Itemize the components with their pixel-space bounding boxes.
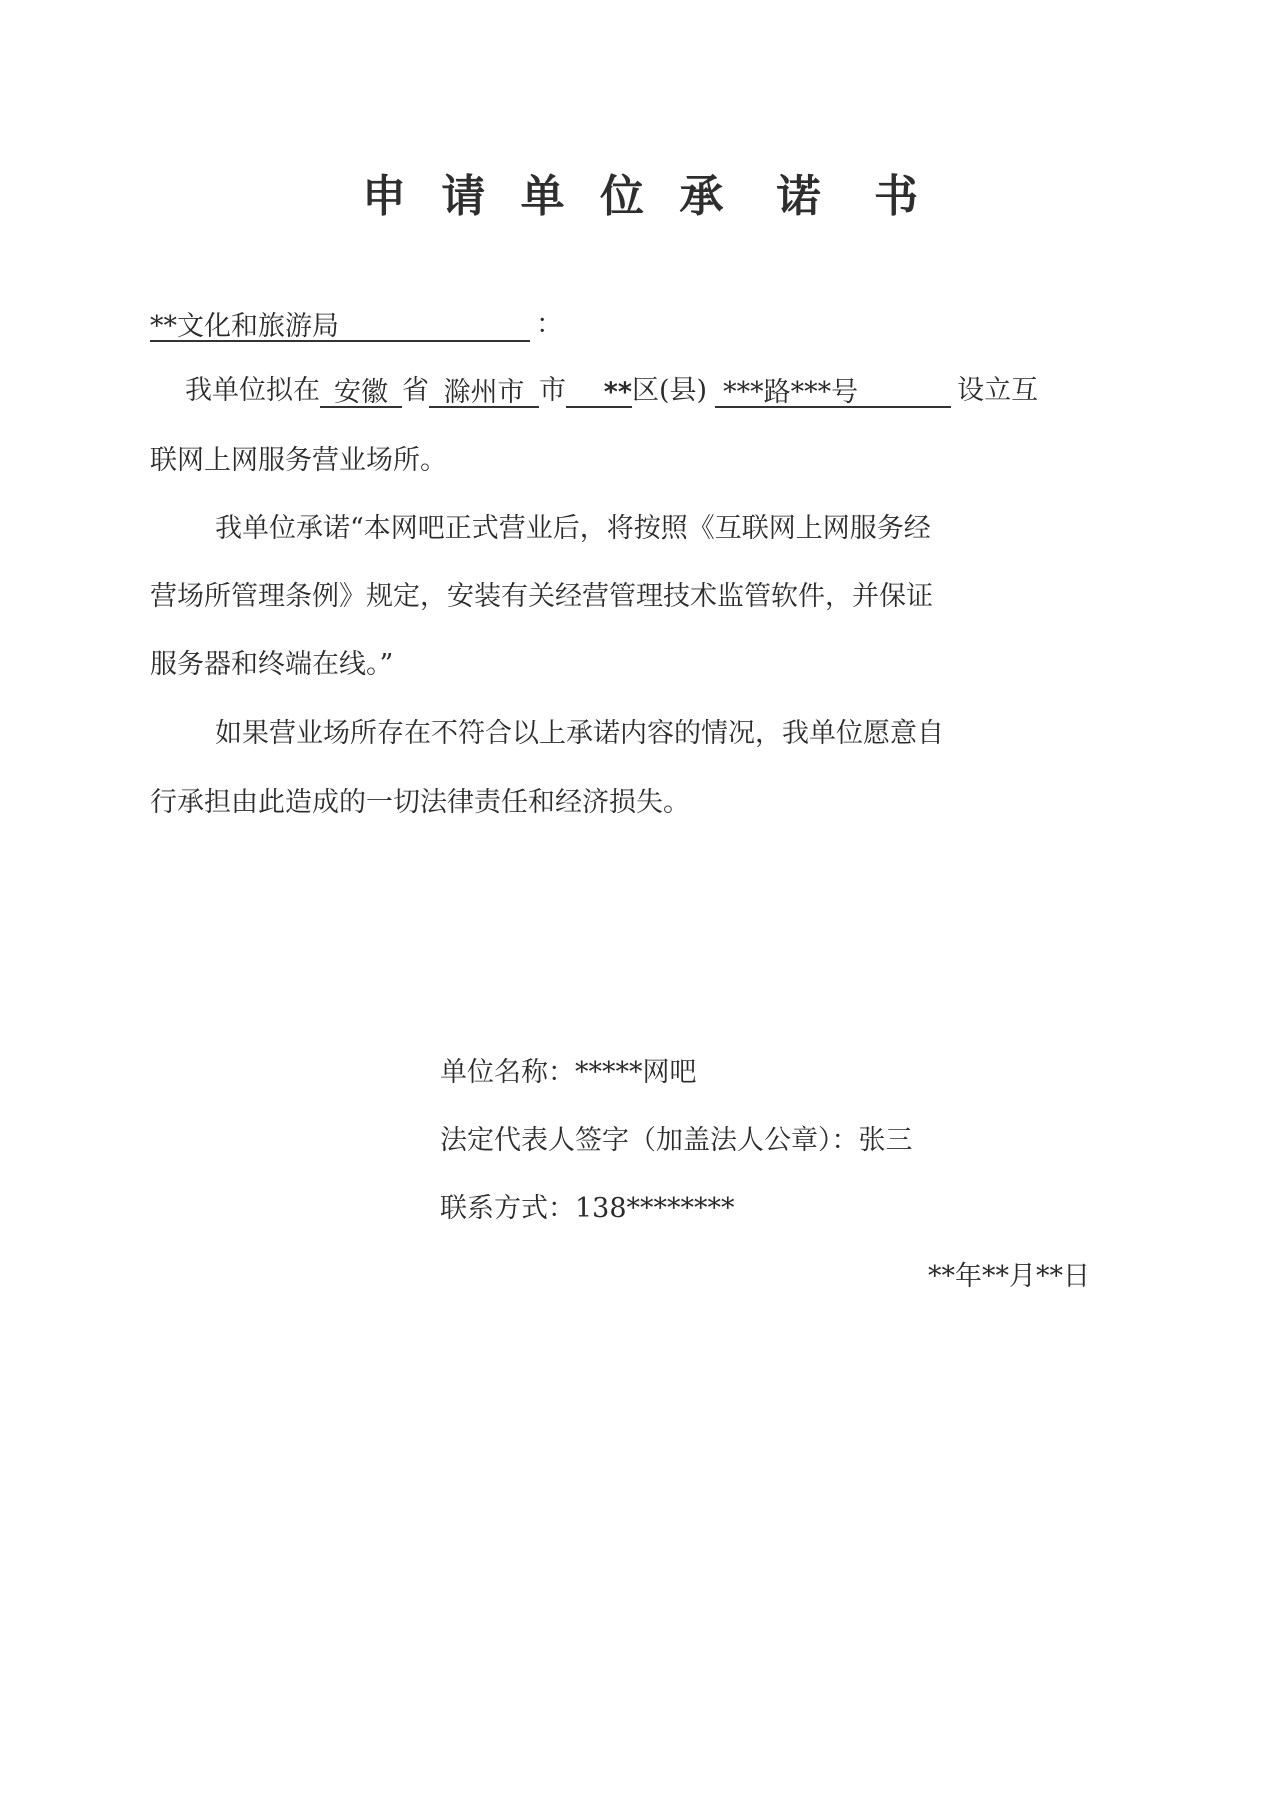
title-char: 位 [600,171,644,222]
title-char: 承 [679,171,724,222]
para1-prefix: 我单位拟在 [185,375,320,406]
paragraph-1-line-2: 联网上网服务营业场所。 [150,445,447,476]
addressee-name: **文化和旅游局 [150,311,339,342]
paragraph-2-line-3: 服务器和终端在线。” [150,649,394,680]
para1-suffix: 设立互 [957,375,1039,406]
street-field [715,376,951,408]
legal-rep-value: 张三 [858,1125,913,1156]
signing-date: **年**月**日 [928,1261,1090,1292]
district-suffix: 区(县) [632,375,708,406]
unit-name-value: *****网吧 [575,1057,697,1088]
paragraph-2-line-2: 营场所管理条例》规定，安装有关经营管理技术监管软件，并保证 [150,581,933,612]
paragraph-3-line-1: 如果营业场所存在不符合以上承诺内容的情况，我单位愿意自 [215,718,944,749]
district-value: ** [603,377,632,408]
title-char: 书 [873,171,918,222]
contact-value: 138******** [575,1193,735,1224]
province-suffix: 省 [402,375,429,406]
district-field [566,376,632,408]
paragraph-1-line-1 [185,374,1038,408]
legal-rep-line [440,1118,913,1157]
legal-rep-label: 法定代表人签字（加盖法人公章）： [440,1125,859,1156]
title-char: 申 [362,171,407,222]
addressee-colon: ： [536,309,563,340]
city-value: 滁州市 [443,377,525,408]
contact-label: 联系方式： [440,1193,575,1224]
unit-name-label: 单位名称： [440,1057,575,1088]
title-char: 请 [441,171,486,222]
province-field [320,376,402,408]
city-field [429,376,539,408]
unit-name-line [440,1050,697,1089]
paragraph-3-line-2: 行承担由此造成的一切法律责任和经济损失。 [150,787,690,818]
province-value: 安徽 [334,377,388,408]
title-char: 单 [520,171,565,222]
document-title [0,160,1280,224]
addressee-field [150,310,530,342]
title-char: 诺 [776,171,821,222]
addressee-line [150,308,563,342]
paragraph-2-line-1: 我单位承诺“本网吧正式营业后，将按照《互联网上网服务经 [215,513,931,544]
city-suffix: 市 [539,375,566,406]
contact-line [440,1186,735,1225]
street-value: ***路***号 [723,377,859,408]
